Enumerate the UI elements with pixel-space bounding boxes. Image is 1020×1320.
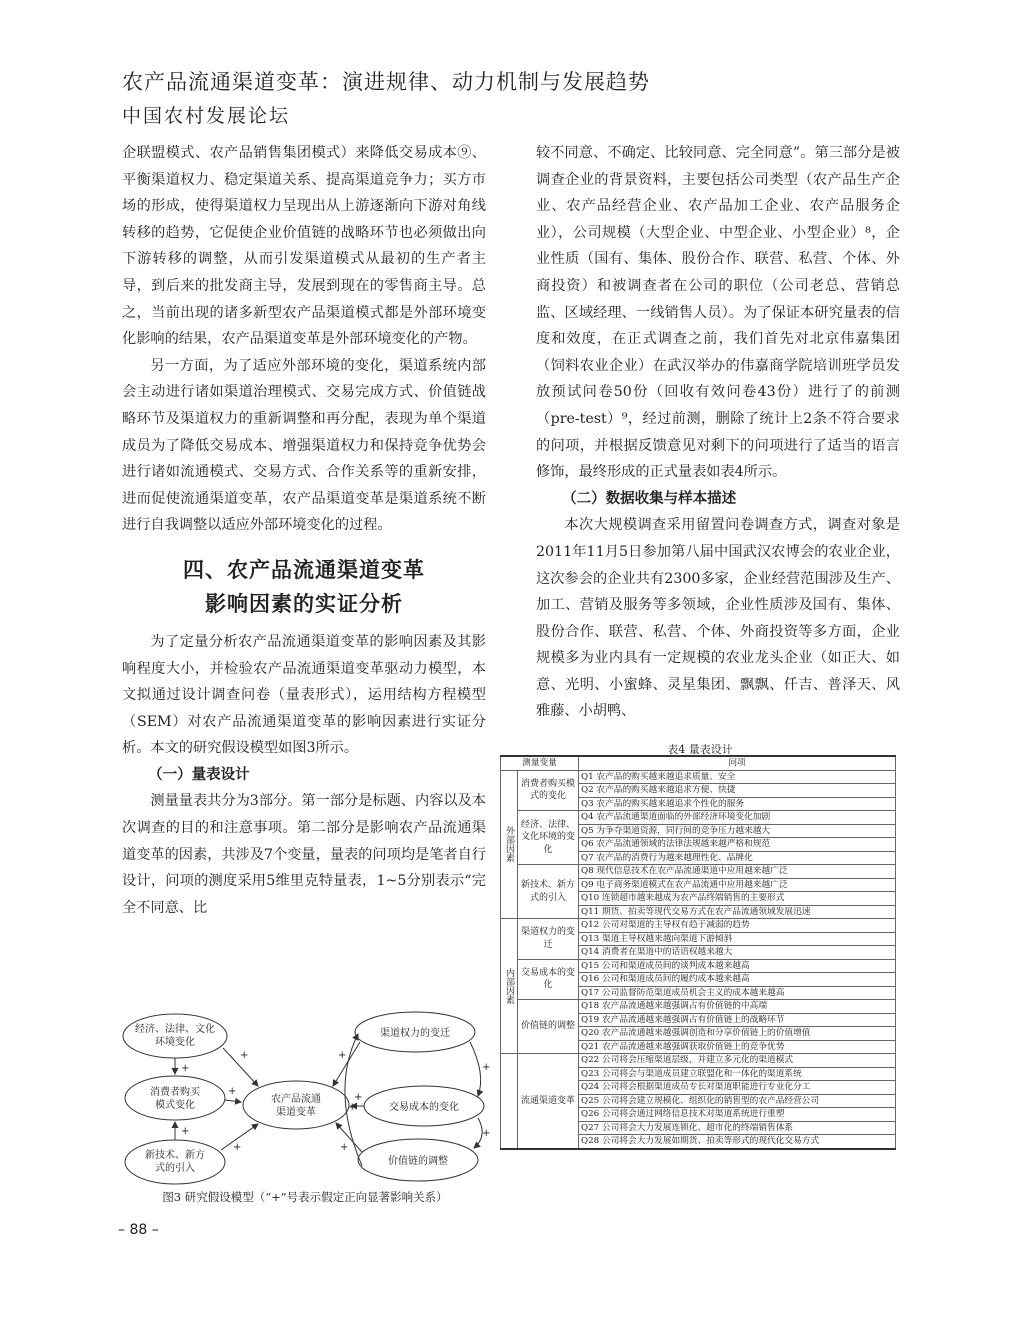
section-heading-line-1: 四、农产品流通渠道变革 [183,557,425,582]
plus-sign: + [348,1102,357,1113]
right-column [536,140,900,725]
plus-sign: + [181,1126,190,1137]
variable-cell: 渠道权力的变迁 [518,919,579,960]
page-number: – 88 – [118,1222,159,1238]
item-cell: Q8 现代信息技术在农产品流通渠道中应用越来越广泛 [579,865,896,879]
table-row [501,811,896,825]
plus-sign: + [354,1092,363,1103]
left-paragraph-3: 为了定量分析农产品流通渠道变革的影响因素及其影响程度大小，并检验农产品流通渠道变革驱动力模型，本文拟通过设计调查问卷（量表形式），运用结构方程模型（SEM）对农产品流通渠道变革的影响因素进行实证分析。本文的研究假设模型如图3所示。 [122,633,486,757]
variable-cell: 流通渠道变革 [518,1054,579,1149]
table-header-row [501,756,896,770]
item-cell: Q25 公司将会建立规模化、组织化的销售型的农产品经营公司 [579,1094,896,1108]
item-cell: Q26 公司将会通过网络信息技术对渠道系统进行重塑 [579,1108,896,1122]
node-center-label-1: 农产品流通 [271,1094,321,1105]
item-cell: Q3 农产品的购买越来越追求个性化的服务 [579,797,896,811]
node-value-label: 价值链的调整 [388,1156,448,1167]
item-cell: Q6 农产品流通领域的法律法规越来越严格和规范 [579,838,896,852]
item-cell: Q9 电子商务渠道模式在农产品流通中应用越来越广泛 [579,878,896,892]
section-heading [122,553,486,621]
item-cell: Q5 为争夺渠道资源，同行间的竞争压力越来越大 [579,824,896,838]
table-row [501,1000,896,1014]
journal-name: 中国农村发展论坛 [122,105,291,127]
item-cell: Q11 期货、拍卖等现代交易方式在农产品流通领域发展迅速 [579,905,896,919]
item-cell: Q24 公司将会根据渠道成员专长对渠道职能进行专业化分工 [579,1081,896,1095]
table-row [501,1054,896,1068]
running-title: 农产品流通渠道变革：演进规律、动力机制与发展趋势 [122,70,650,94]
node-cost-label: 交易成本的变化 [389,1102,459,1113]
item-cell: Q21 农产品流通越来越强调获取价值链上的竞争优势 [579,1040,896,1054]
group-cell: 外部因素 [501,770,518,919]
arrow-power-cost [470,1042,481,1096]
item-cell: Q16 公司和渠道成员间的履约成本越来越高 [579,973,896,987]
left-paragraph-1: 企联盟模式、农产品销售集团模式）来降低交易成本⑨、平衡渠道权力、稳定渠道关系、提高渠道竞争力；买方市场的形成，使得渠道权力呈现出从上游逐渐向下游对角线转移的趋势，它促使企业价值链的战略环节也必须做出向下游转移的调整，从而引发渠道模式从最初的生产者主导，到后来的批发商主导，发展到现在的零售商主导。总之，当前出现的诸多新型农产品渠道模式都是外部环境变化影响的结果，农产品渠道变革是外部环境变化的产物。 [122,145,486,348]
arrow-consumer-center [225,1100,241,1102]
section-heading-line-2: 影响因素的实证分析 [205,591,403,616]
node-tech [125,1140,225,1184]
table-4-body [501,770,896,1149]
item-cell: Q1 农产品的购买越来越追求质量、安全 [579,770,896,784]
left-paragraph-2: 另一方面，为了适应外部环境的变化，渠道系统内部会主动进行诸如渠道治理模式、交易完成方式、价值链战略环节及渠道权力的重新调整和再分配，表现为单个渠道成员为了降低交易成本、增强渠道权力和保持竞争优势会进行诸如流通模式、交易方式、合作关系等的重新安排，进而促使流通渠道变革，农产品渠道变革是渠道系统不断进行自我调整以适应外部环境变化的过程。 [122,357,486,534]
item-cell: Q2 农产品的购买越来越追求方便、快捷 [579,784,896,798]
item-cell: Q14 消费者在渠道中的话语权越来越大 [579,946,896,960]
group-cell: 内部因素 [501,919,518,1054]
node-center-label-2: 渠道变革 [276,1107,316,1118]
item-cell: Q13 渠道主导权越来越向渠道下游倾斜 [579,932,896,946]
table-4-caption: 表4 量表设计 [667,743,733,756]
group-cell [501,1054,518,1149]
right-paragraph-1: 较不同意、不确定、比较同意、完全同意”。第三部分是被调查企业的背景资料，主要包括公司类型（农产品生产企业、农产品经营企业、农产品加工企业、农产品服务企业），公司规模（大型企业、中型企业、小型企业）⁸，企业性质（国有、集体、股份合作、联营、私营、个体、外商投资）和被调查者在公司的职位（公司老总、营销总监、区域经理、一线销售人员）。为了保证本研究量表的信度和效度，在正式调查之前，我们首先对北京伟嘉集团（饲料农业企业）在武汉举办的伟嘉商学院培训班学员发放预试问卷50份（回收有效问卷43份）进行了的前测（pre-test）⁹，经过前测，删除了统计上2条不符合要求的问项，并根据反馈意见对剩下的问项进行了适当的语言修饰，最终形成的正式量表如表4所示。 [536,145,900,481]
item-cell: Q18 农产品流通越来越强调占有价值链的中高端 [579,1000,896,1014]
node-consumer [125,1076,225,1120]
plus-sign: + [228,1086,237,1097]
figure-3-caption: 图3 研究假设模型（“+”号表示假定正向显著影响关系） [162,1190,448,1204]
plus-sign: + [482,1062,490,1073]
variable-cell: 价值链的调整 [518,1000,579,1054]
variable-cell: 新技术、新方式的引入 [518,865,579,919]
header-item: 问项 [579,756,896,770]
node-env [123,1014,227,1058]
item-cell: Q23 公司将会与渠道成员建立联盟化和一体化的渠道系统 [579,1067,896,1081]
left-paragraph-4: 测量量表共分为3部分。第一部分是标题、内容以及本次调查的目的和注意事项。第二部分是影响农产品流通渠道变革的因素，共涉及7个变量，量表的问项均是笔者自行设计，问项的测度采用5维里克特量表，1~5分别表示“完全不同意、比 [122,793,486,916]
plus-sign: + [240,1050,249,1061]
item-cell: Q15 公司和渠道成员间的谈判成本越来越高 [579,959,896,973]
node-consumer-label-1: 消费者购买 [150,1087,200,1098]
table-row [501,919,896,933]
node-center [243,1081,349,1129]
item-cell: Q12 公司对渠道的主导权有趋于减弱的趋势 [579,919,896,933]
item-cell: Q19 农产品流通越来越强调占有价值链上的战略环节 [579,1013,896,1027]
left-column [122,140,486,921]
arrow-cost-value [474,1118,482,1148]
arrow-power-center [333,1042,360,1086]
node-env-label-1: 经济、法律、文化 [135,1024,215,1035]
table-row [501,959,896,973]
plus-sign: + [181,1063,190,1074]
item-cell: Q10 连锁超市越来越成为农产品终端销售的主要形式 [579,892,896,906]
right-paragraph-2: 本次大规模调查采用留置问卷调查方式，调查对象是2011年11月5日参加第八届中国武汉农博会的农业企业，这次参会的企业共有2300多家，企业经营范围涉及生产、加工、营销及服务等多领域，企业性质涉及国有、集体、股份合作、联营、私营、个体、外商投资等多方面，企业规模多为业内具有一定规模的农业龙头企业（如正大、如意、光明、小蜜蜂、灵星集团、飘飘、仟吉、普泽天、风雅藤、小胡鸭、 [536,517,900,720]
plus-sign: + [340,1142,349,1153]
table-4 [500,755,896,1150]
table-row [501,865,896,879]
variable-cell: 经济、法律、文化环境的变化 [518,811,579,865]
node-power-label: 渠道权力的变迁 [380,1028,450,1039]
item-cell: Q27 公司将会大力发展连锁化、超市化的终端销售体系 [579,1121,896,1135]
item-cell: Q22 公司将会压缩渠道层级，并建立多元化的渠道模式 [579,1054,896,1068]
variable-cell: 交易成本的变化 [518,959,579,1000]
item-cell: Q17 公司监督防范渠道成员机会主义的成本越来越高 [579,986,896,1000]
header-variable: 测量变量 [501,756,579,770]
variable-cell: 消费者购买模式的变化 [518,770,579,811]
node-consumer-label-2: 模式变化 [155,1100,195,1111]
item-cell: Q4 农产品流通渠道面临的外部经济环境变化加剧 [579,811,896,825]
node-tech-label-1: 新技术、新方 [145,1150,205,1161]
plus-sign: + [233,1142,242,1153]
plus-sign: + [338,1050,347,1061]
figure-3-model-diagram [118,1010,490,1188]
item-cell: Q7 农产品的消费行为越来越理性化、品牌化 [579,851,896,865]
item-cell: Q20 农产品流通越来越强调创造和分享价值链上的价值增值 [579,1027,896,1041]
subheading-scale-design: （一）量表设计 [148,766,250,783]
node-env-label-2: 环境变化 [155,1037,195,1048]
plus-sign: + [482,1128,490,1139]
item-cell: Q28 公司将会大力发展如期货、拍卖等形式的现代化交易方式 [579,1135,896,1149]
node-tech-label-2: 式的引入 [155,1163,195,1174]
subheading-data-collection: （二）数据收集与样本描述 [562,490,737,507]
table-row [501,770,896,784]
